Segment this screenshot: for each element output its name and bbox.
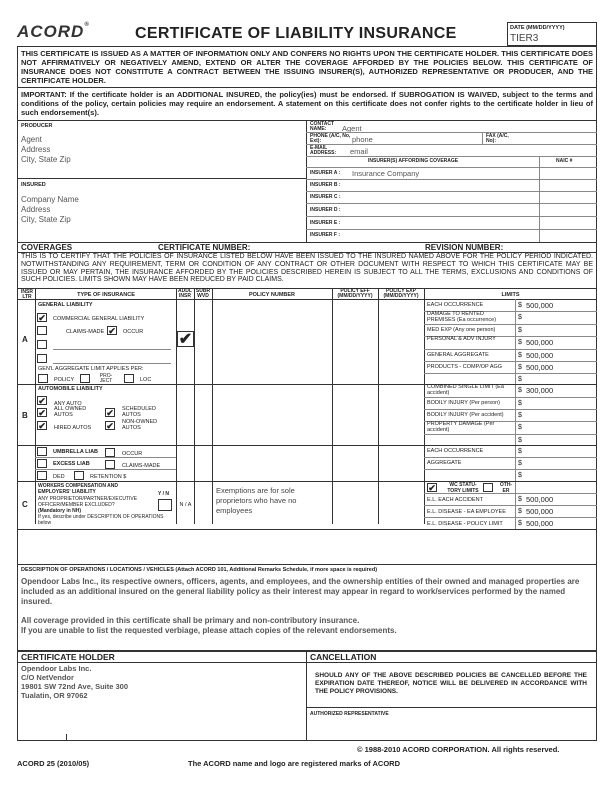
wc-limit-value[interactable]: 500,000 [526,495,554,504]
coverage-statement: THIS IS TO CERTIFY THAT THE POLICIES OF INSURANCE LISTED BELOW HAVE BEEN ISSUED TO THE INSURED NAMED ABOVE FOR THE POLICY PERIOD INDICATED. NOTWITHSTANDING ANY REQUIREMENT, TERM OR CONDITION OF ANY CONTRACT OR OTHER DOCUMENT WITH RESPECT TO WHICH THIS CERTIFICATE MAY BE ISSUED OR MAY PERTAIN, THE INSURANCE AFFORDED BY THE POLICIES DESCRIBED HEREIN IS SUBJECT TO ALL THE TERMS, EXCLUSIONS AND CONDITIONS OF SUCH POLICIES. LIMITS SHOWN MAY HAVE BEEN REDUCED BY PAID CLAIMS. [21,253,593,284]
all-owned-label: ALL OWNED AUTOS [54,406,87,418]
insured-address: Address [21,205,51,214]
revision-number-label: REVISION NUMBER: [425,243,504,252]
umb-limit-label: EACH OCCURRENCE [427,448,484,454]
auto-limit-label: BODILY INJURY (Per person) [427,400,500,406]
auto-dollar-sign: $ [518,400,522,407]
gl-dollar-sign: $ [518,364,522,371]
holder-label: CERTIFICATE HOLDER [21,652,115,662]
auto-limit-divider [424,397,597,398]
non-owned-checkbox[interactable]: ✔ [106,421,114,431]
auto-dollar-sign: $ [518,387,522,394]
wc-any-prop: ANY PROPRIETOR/PARTNER/EXECUTIVE OFFICER/MEMBER EXCLUDED? [38,496,138,508]
auto-limit-label: BODILY INJURY (Per accident) [427,412,504,418]
umbrella-label: UMBRELLA LIAB [53,449,99,455]
wc-describe: If yes, describe under DESCRIPTION OF OPERATIONS below [38,514,164,526]
non-owned-label: NON-OWNED AUTOS [122,419,158,431]
important-notice: IMPORTANT: If the certificate holder is an ADDITIONAL INSURED, the policy(ies) must be endorsed. If SUBROGATION IS WAIVED, subject to the terms and conditions of the policy, certain policies may require an endorsement. A statement on this certificate does not confer rights to the certificate holder in lieu of such endorsement(s). [21,90,593,117]
gl-blank-checkbox-1[interactable] [37,340,47,349]
col-insr-ltr: INSR LTR [21,289,33,300]
scheduled-checkbox[interactable]: ✔ [106,408,114,418]
col-eff: POLICY EFF (MM/DD/YYYY) [337,288,373,299]
retention-checkbox[interactable] [74,471,84,480]
gl-limit-value[interactable]: 500,000 [526,338,554,347]
wc-yn-label: Y / N [158,491,170,497]
any-auto-label: ANY AUTO [54,401,82,407]
cancellation-text: SHOULD ANY OF THE ABOVE DESCRIBED POLICIES BE CANCELLED BEFORE THE EXPIRATION DATE THEREOF, NOTICE WILL BE DELIVERED IN ACCORDANCE WITH THE POLICY PROVISIONS. [315,672,587,695]
umb-limit-label: AGGREGATE [427,460,462,466]
wc-statutory-label: WC STATU-TORY LIMITS [447,482,479,494]
project-checkbox[interactable] [80,374,90,383]
copyright: © 1988-2010 ACORD CORPORATION. All rights reserved. [357,745,560,754]
contact-name-value[interactable]: Agent [342,124,362,133]
wc-dollar-sign: $ [518,496,522,503]
loc-label: LOC [140,377,152,383]
col-exp: POLICY EXP (MM/DD/YYYY) [383,288,419,299]
holder-line-1: Opendoor Labs Inc. [21,664,92,673]
gl-title: GENERAL LIABILITY [38,302,93,308]
gl-dollar-sign: $ [518,314,522,321]
wc-oth-checkbox[interactable] [483,483,493,492]
insurer-1-label: INSURER B : [310,182,341,188]
umb-occur-label: OCCUR [122,451,143,457]
auto-limit-label: PROPERTY DAMAGE (Per accident) [427,421,495,433]
umb-limit-divider [424,469,597,470]
auto-dollar-sign: $ [518,424,522,431]
cancellation-label: CANCELLATION [310,652,377,662]
authorized-rep-label: AUTHORIZED REPRESENTATIVE [310,711,389,717]
form-title: CERTIFICATE OF LIABILITY INSURANCE [135,25,457,42]
insurer-0-value[interactable]: Insurance Company [352,169,420,178]
cgl-checkbox[interactable]: ✔ [38,313,46,323]
wc-oth-label: OTH-ER [499,482,513,494]
col-type: TYPE OF INSURANCE [77,292,135,298]
insurer-3-label: INSURER D : [310,207,341,213]
gl-blank-checkbox-2[interactable] [37,354,47,363]
date-value[interactable]: TIER3 [510,33,539,44]
contact-name-label: CONTACT NAME: [310,121,335,132]
insured-label: INSURED [21,182,46,188]
wc-title: WORKERS COMPENSATION AND EMPLOYERS' LIABILITY [38,483,118,495]
holder-line-4: Tualatin, OR 97062 [21,691,88,700]
wc-limit-value[interactable]: 500,000 [526,507,554,516]
insurer-divider [306,216,597,217]
hired-autos-checkbox[interactable]: ✔ [38,421,46,431]
insurer-2-label: INSURER C : [310,194,341,200]
auto-dollar-sign: $ [518,437,522,444]
occur-checkbox[interactable]: ✔ [108,326,116,336]
producer-city: City, State Zip [21,155,71,164]
phone-value[interactable]: phone [352,135,373,144]
wc-limit-divider [424,505,597,506]
excess-checkbox[interactable] [37,459,47,468]
wc-dollar-sign: $ [518,520,522,527]
producer-label: PRODUCER [21,123,53,129]
project-label: PRO-JECT [99,373,113,384]
disclaimer-notice: THIS CERTIFICATE IS ISSUED AS A MATTER OF INFORMATION ONLY AND CONFERS NO RIGHTS UPON THE CERTIFICATE HOLDER. THIS CERTIFICATE DOES NOT AFFIRMATIVELY OR NEGATIVELY AMEND, EXTEND OR ALTER THE COVERAGE AFFORDED BY THE POLICIES BELOW. THIS CERTIFICATE OF INSURANCE DOES NOT CONSTITUTE A CONTRACT BETWEEN THE ISSUING INSURER(S), AUTHORIZED REPRESENTATIVE OR PRODUCER, AND THE CERTIFICATE HOLDER. [21,49,593,85]
umb-claims-made-label: CLAIMS-MADE [122,463,161,469]
description-line-2: All coverage provided in this certificate shall be primary and non-contributory insurance. [21,616,360,625]
form-number: ACORD 25 (2010/05) [17,759,90,768]
claims-made-label: CLAIMS-MADE [66,329,105,335]
gl-dollar-sign: $ [518,327,522,334]
gl-dollar-sign: $ [518,352,522,359]
producer-name: Agent [21,135,42,144]
policy-checkbox[interactable] [38,374,48,383]
hired-autos-label: HIRED AUTOS [54,425,92,431]
wc-limit-divider [424,517,597,518]
insurer-4-label: INSURER E : [310,220,341,226]
auto-limit-divider [424,434,597,435]
description-line-1: Opendoor Labs Inc., its respective owners, officers, agents, and employees, and the ownership entities of their owned and managed properties are included as an additional insured on the general liability policy as their interest may appear in regard to work/services performed by the named insured. [21,577,580,606]
umbrella-checkbox[interactable] [37,447,47,456]
wc-limit-label: E.L. DISEASE - POLICY LIMIT [427,521,503,527]
agg-applies-label: GEN'L AGGREGATE LIMIT APPLIES PER: [38,366,144,372]
insured-name: Company Name [21,195,79,204]
loc-checkbox[interactable] [124,374,134,383]
insurer-divider [306,179,597,180]
gl-limit-divider [424,373,597,374]
auto-limit-value[interactable]: 300,000 [526,386,554,395]
acord-logo: ACORD® [17,22,90,41]
cgl-label: COMMERCIAL GENERAL LIABILITY [53,316,145,322]
email-label: E-MAIL ADDRESS: [310,145,337,156]
occur-label: OCCUR [123,329,144,335]
gl-addl-insr-checkbox[interactable]: ✔ [178,331,193,348]
umb-occur-checkbox[interactable] [105,448,115,457]
col-subr: SUBR WVD [195,288,211,299]
description-label: DESCRIPTION OF OPERATIONS / LOCATIONS / VEHICLES (Attach ACORD 101, Additional Remarks Schedule, if more space is required) [21,567,378,573]
wc-mandatory: (Mandatory in NH) [38,508,82,514]
holder-line-3: 19801 SW 72nd Ave, Suite 300 [21,682,128,691]
umb-claims-made-checkbox[interactable] [105,460,115,469]
holder-line-2: C/O NetVendor [21,673,74,682]
umb-dollar-sign: $ [518,448,522,455]
auto-dollar-sign: $ [518,412,522,419]
gl-limit-label: DAMAGE TO RENTED PREMISES (Ea occurrence) [427,311,497,323]
auto-limit-label: COMBINED SINGLE LIMIT (Ea accident) [427,384,504,396]
gl-dollar-sign: $ [518,376,522,383]
gl-limit-label: PRODUCTS - COMP/OP AGG [427,364,503,370]
all-owned-checkbox[interactable]: ✔ [38,408,46,418]
wc-limit-label: E.L. DISEASE - EA EMPLOYEE [427,509,506,515]
wc-insurer-letter: C [22,500,28,509]
wc-dollar-sign: $ [518,508,522,515]
any-auto-checkbox[interactable]: ✔ [38,396,46,406]
wc-na: N / A [179,502,192,508]
ded-label: DED [53,474,65,480]
gl-dollar-sign: $ [518,302,522,309]
col-addl: ADDL INSR [178,288,192,299]
umb-dollar-sign: $ [518,460,522,467]
gl-limit-label: EACH OCCURRENCE [427,302,484,308]
insurer-5-label: INSURER F : [310,232,340,238]
insured-city: City, State Zip [21,215,71,224]
claims-made-checkbox[interactable] [37,326,47,335]
wc-excluded-box[interactable] [158,499,172,511]
coverages-label: COVERAGES [21,243,73,252]
description-line-3: If you are unable to list the requested verbiage, please attach copies of the relevant endorsements. [21,626,397,635]
fax-label: FAX (A/C, No): [486,133,509,144]
wc-limit-label: E.L. EACH ACCIDENT [427,497,483,503]
phone-label: PHONE (A/C, No, Ext): [310,133,351,144]
insurer-divider [306,229,597,230]
policy-label: POLICY [54,377,75,383]
wc-limit-value[interactable]: 500,000 [526,519,554,528]
gl-limit-label: GENERAL AGGREGATE [427,352,489,358]
wc-statutory-checkbox[interactable]: ✔ [428,483,436,493]
gl-limit-divider [424,349,597,350]
gl-limit-label: PERSONAL & ADV INJURY [427,336,496,342]
naic-label: NAIC # [556,158,573,164]
umb-dollar-sign: $ [518,472,522,479]
gl-limit-value[interactable]: 500,000 [526,301,554,310]
wc-policy-text: Exemptions are for sole proprietors who have no employees [216,486,297,515]
excess-label: EXCESS LIAB [53,461,90,467]
umb-limit-divider [424,457,597,458]
email-value[interactable]: email [350,147,368,156]
certificate-number-label: CERTIFICATE NUMBER: [158,243,251,252]
auto-limit-divider [424,409,597,410]
col-limits: LIMITS [501,292,520,298]
scheduled-label: SCHEDULED AUTOS [122,406,156,418]
date-label: DATE (MM/DD/YYYY) [510,25,565,31]
producer-address: Address [21,145,51,154]
gl-insurer-letter: A [22,335,28,344]
auto-insurer-letter: B [22,411,28,420]
retention-label: RETENTION $ [90,474,127,480]
gl-limit-value[interactable]: 500,000 [526,363,554,372]
gl-limit-value[interactable]: 500,000 [526,351,554,360]
gl-limit-divider [424,324,597,325]
col-policy-number: POLICY NUMBER [248,292,296,298]
gl-dollar-sign: $ [518,339,522,346]
insurer-divider [306,203,597,204]
gl-limit-label: MED EXP (Any one person) [427,327,496,333]
insurer-divider [306,191,597,192]
trademark-notice: The ACORD name and logo are registered marks of ACORD [188,759,400,768]
insurer-0-label: INSURER A : [310,170,341,176]
insurers-header: INSURER(S) AFFORDING COVERAGE [368,158,459,164]
gl-limit-divider [424,361,597,362]
auto-title: AUTOMOBILE LIABILITY [38,386,103,392]
ded-checkbox[interactable] [37,471,47,480]
